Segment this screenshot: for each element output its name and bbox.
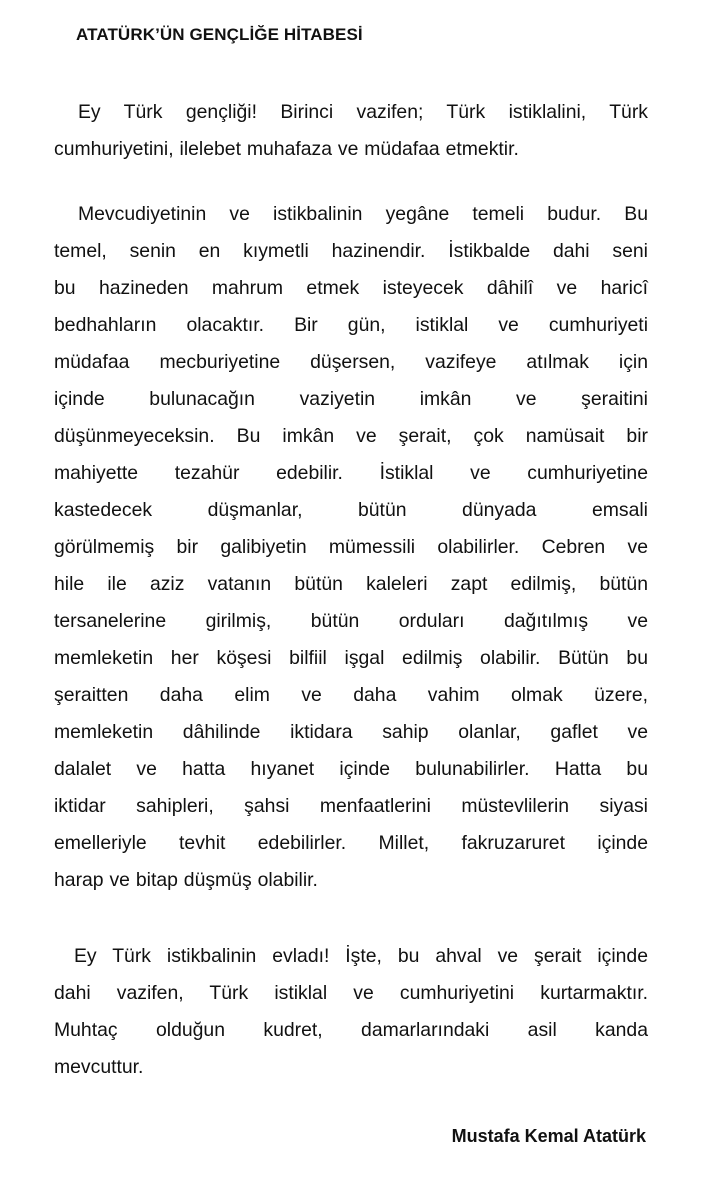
paragraph-line: dahi vazifen, Türk istiklal ve cumhuriyetini kurtarmaktır. [54, 982, 648, 1004]
paragraph-line: memleketin her köşesi bilfiil işgal edilmiş olabilir. Bütün bu [54, 647, 648, 669]
paragraph-line: emelleriyle tevhit edebilirler. Millet, fakruzaruret içinde [54, 832, 648, 854]
paragraph-line: harap ve bitap düşmüş olabilir. [54, 869, 318, 891]
paragraph-line: şeraitten daha elim ve daha vahim olmak üzere, [54, 684, 648, 706]
paragraph-line: temel, senin en kıymetli hazinendir. İstikbalde dahi seni [54, 240, 648, 262]
paragraph-line: bu hazineden mahrum etmek isteyecek dâhilî ve haricî [54, 277, 648, 299]
paragraph-line: Muhtaç olduğun kudret, damarlarındaki asil kanda [54, 1019, 648, 1041]
paragraph-3 [54, 938, 648, 1086]
paragraph-line: mahiyette tezahür edebilir. İstiklal ve cumhuriyetine [54, 462, 648, 484]
paragraph-line: tersanelerine girilmiş, bütün orduları dağıtılmış ve [54, 610, 648, 632]
paragraph-line: bedhahların olacaktır. Bir gün, istiklal ve cumhuriyeti [54, 314, 648, 336]
paragraph-line: görülmemiş bir galibiyetin mümessili olabilirler. Cebren ve [54, 536, 648, 558]
paragraph-line: Ey Türk istikbalinin evladı! İşte, bu ahval ve şerait içinde [74, 945, 648, 967]
paragraph-line: içinde bulunacağın vaziyetin imkân ve şeraitini [54, 388, 648, 410]
signature: Mustafa Kemal Atatürk [451, 1126, 646, 1146]
paragraph-line: cumhuriyetini, ilelebet muhafaza ve müdafaa etmektir. [54, 138, 519, 160]
paragraph-line: düşünmeyeceksin. Bu imkân ve şerait, çok namüsait bir [54, 425, 648, 447]
paragraph-line: hile ile aziz vatanın bütün kaleleri zapt edilmiş, bütün [54, 573, 648, 595]
paragraph-1 [54, 94, 648, 168]
paragraph-2 [54, 196, 648, 899]
paragraph-line: Ey Türk gençliği! Birinci vazifen; Türk istiklalini, Türk [78, 101, 648, 123]
document-title: ATATÜRK’ÜN GENÇLİĞE HİTABESİ [76, 25, 363, 44]
paragraph-line: kastedecek düşmanlar, bütün dünyada emsali [54, 499, 648, 521]
paragraph-line: dalalet ve hatta hıyanet içinde bulunabilirler. Hatta bu [54, 758, 648, 780]
paragraph-line: müdafaa mecburiyetine düşersen, vazifeye atılmak için [54, 351, 648, 373]
paragraph-line: mevcuttur. [54, 1056, 144, 1078]
paragraph-line: iktidar sahipleri, şahsi menfaatlerini müstevlilerin siyasi [54, 795, 648, 817]
paragraph-line: memleketin dâhilinde iktidara sahip olanlar, gaflet ve [54, 721, 648, 743]
paragraph-line: Mevcudiyetinin ve istikbalinin yegâne temeli budur. Bu [78, 203, 648, 225]
